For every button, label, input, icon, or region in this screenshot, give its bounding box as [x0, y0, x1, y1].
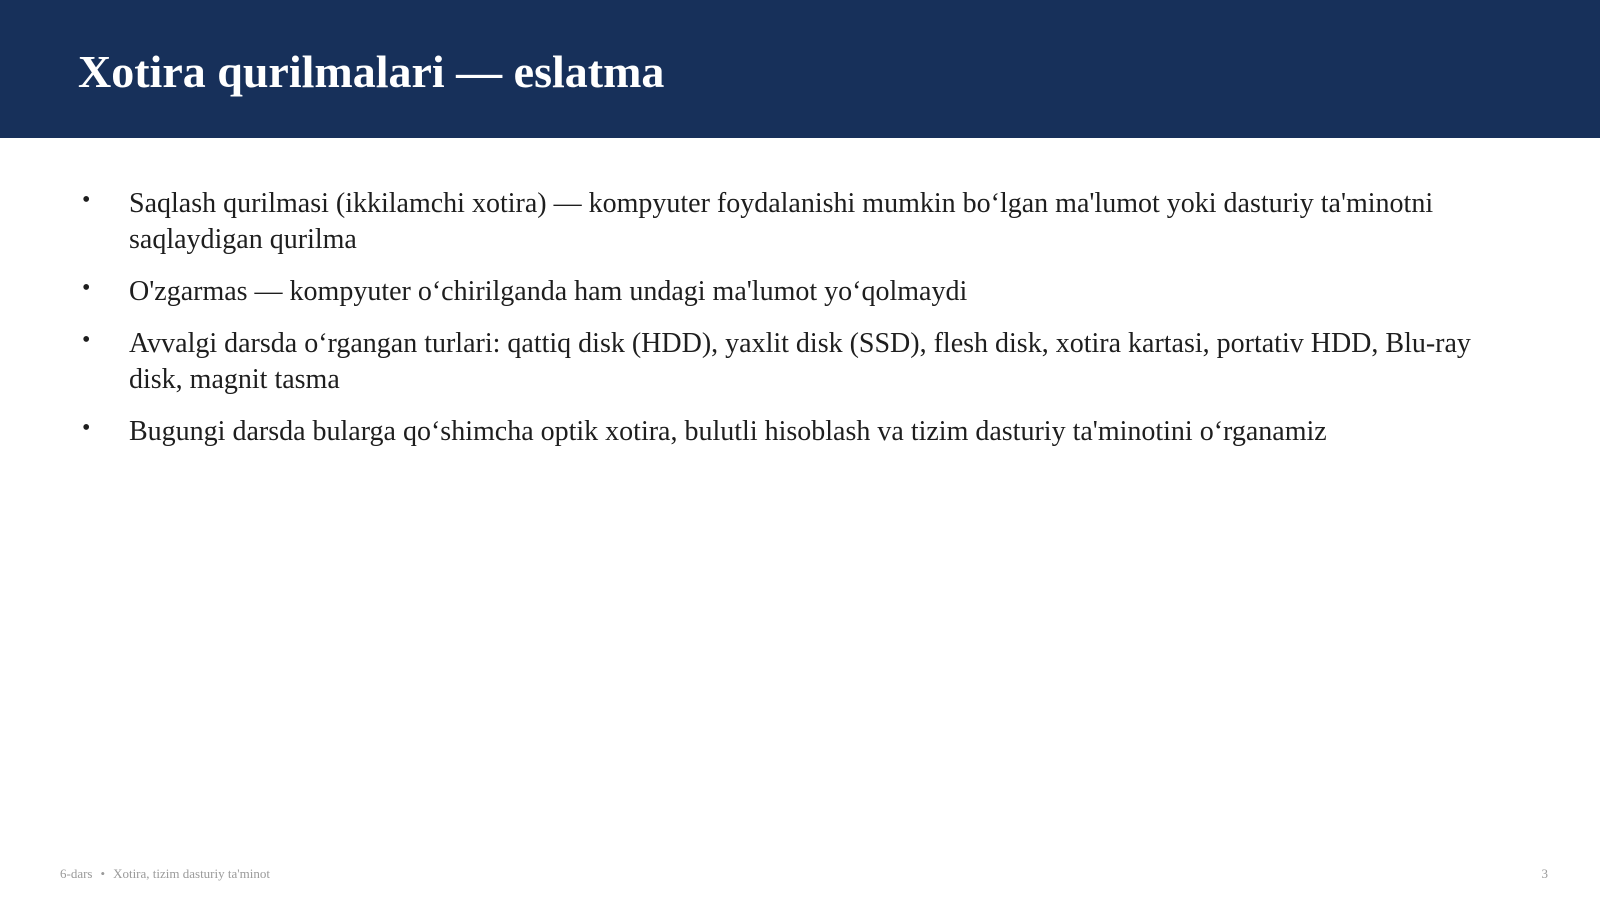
bullet-item [80, 186, 1500, 258]
bullet-dot-icon: • [82, 275, 91, 301]
bullet-dot-icon: • [82, 187, 91, 213]
footer-lesson: 6-dars [60, 866, 93, 881]
bullet-item [80, 274, 1500, 310]
bullet-text: O'zgarmas — kompyuter o‘chirilganda ham undagi ma'lumot yo‘qolmaydi [129, 276, 968, 307]
page-number: 3 [1541, 866, 1548, 881]
footer-separator: • [100, 866, 106, 881]
bullet-text: Avvalgi darsda o‘rgangan turlari: qattiq disk (HDD), yaxlit disk (SSD), flesh disk, xotira kartasi, portativ HDD, Blu-ray disk, magnit tasma [129, 328, 1471, 395]
bullet-text: Saqlash qurilmasi (ikkilamchi xotira) — kompyuter foydalanishi mumkin bo‘lgan ma'lumot yoki dasturiy ta'minotni saqlaydigan qurilma [129, 188, 1434, 255]
title-band [0, 0, 1600, 138]
footer-caption [60, 866, 270, 882]
footer-topic: Xotira, tizim dasturiy ta'minot [113, 866, 270, 881]
bullet-dot-icon: • [82, 415, 91, 441]
bullet-text: Bugungi darsda bularga qo‘shimcha optik xotira, bulutli hisoblash va tizim dasturiy ta'minotini o‘rganamiz [129, 416, 1327, 447]
bullet-dot-icon: • [82, 327, 91, 353]
bullet-item [80, 326, 1500, 398]
slide-title: Xotira qurilmalari — eslatma [78, 46, 665, 97]
bullet-list [80, 186, 1500, 466]
bullet-item [80, 414, 1500, 450]
